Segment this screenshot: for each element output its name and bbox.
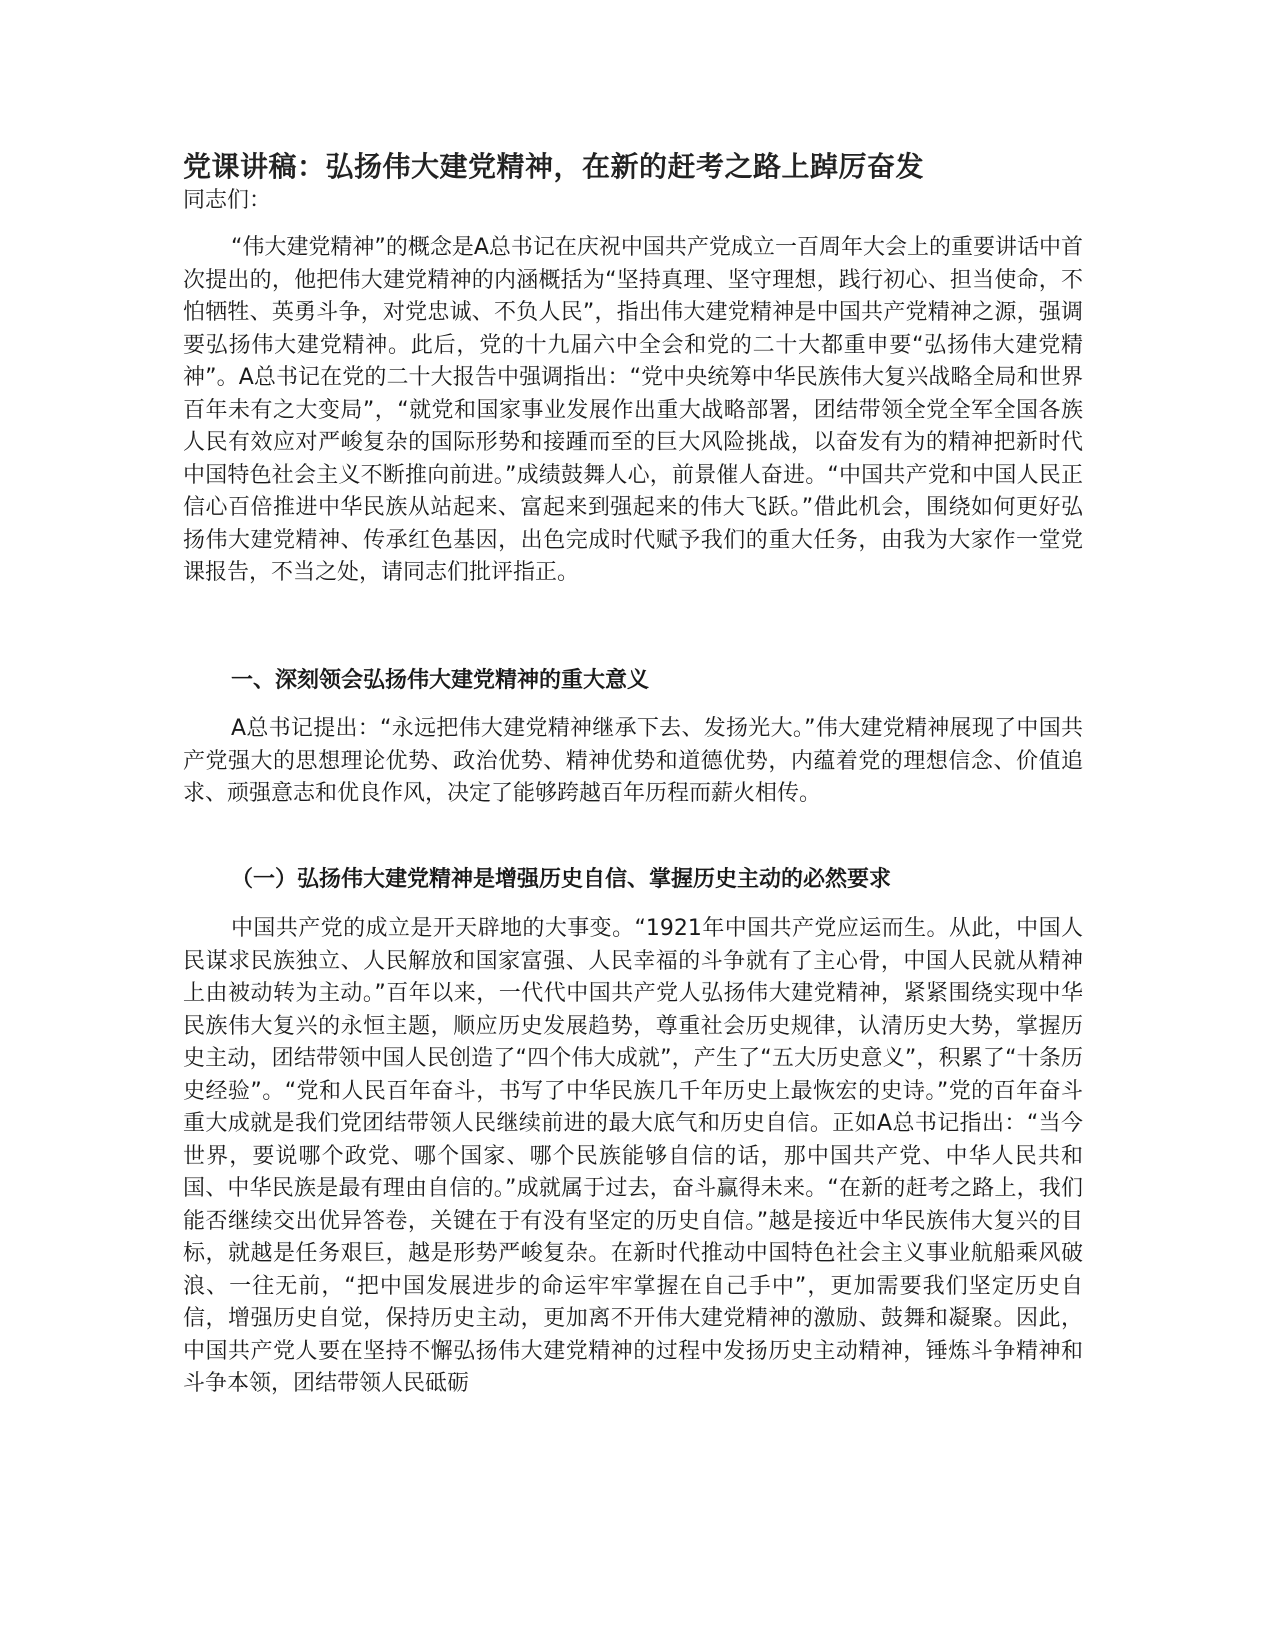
paragraph-section-1: A总书记提出：“永远把伟大建党精神继承下去、发扬光大。”伟大建党精神展现了中国共产党强大的思想理论优势、政治优势、精神优势和道德优势，内蕴着党的理想信念、价值追求、顽强意志和优良作风，决定了能够跨越百年历程而薪火相传。 — [183, 716, 1083, 806]
section-heading-1: 一、深刻领会弘扬伟大建党精神的重大意义 — [231, 668, 650, 693]
paragraph-subsection-1: 中国共产党的成立是开天辟地的大事变。“1921年中国共产党应运而生。从此，中国人民谋求民族独立、人民解放和国家富强、人民幸福的斗争就有了主心骨，中国人民就从精神上由被动转为主动。”百年以来，一代代中国共产党人弘扬伟大建党精神，紧紧围绕实现中华民族伟大复兴的永恒主题，顺应历史发展趋势，尊重社会历史规律，认清历史大势，掌握历史主动，团结带领中国人民创造了“四个伟大成就”，产生了“五大历史意义”，积累了“十条历史经验”。“党和人民百年奋斗，书写了中华民族几千年历史上最恢宏的史诗。”党的百年奋斗重大成就是我们党团结带领人民继续前进的最大底气和历史自信。正如A总书记指出：“当今世界，要说哪个政党、哪个国家、哪个民族能够自信的话，那中国共产党、中华人民共和国、中华民族是最有理由自信的。”成就属于过去，奋斗赢得未来。“在新的赶考之路上，我们能否继续交出优异答卷，关键在于有没有坚定的历史自信。”越是接近中华民族伟大复兴的目标，就越是任务艰巨，越是形势严峻复杂。在新时代推动中国特色社会主义事业航船乘风破浪、一往无前，“把中国发展进步的命运牢牢掌握在自己手中”，更加需要我们坚定历史自信，增强历史自觉，保持历史主动，更加离不开伟大建党精神的激励、鼓舞和凝聚。因此，中国共产党人要在坚持不懈弘扬伟大建党精神的过程中发扬历史主动精神，锤炼斗争精神和斗争本领，团结带领人民砥砺 — [183, 916, 1083, 1396]
document-title: 党课讲稿：弘扬伟大建党精神，在新的赶考之路上踔厉奋发 — [183, 150, 925, 183]
salutation: 同志们： — [183, 188, 272, 213]
paragraph-intro: “伟大建党精神”的概念是A总书记在庆祝中国共产党成立一百周年大会上的重要讲话中首次提出的，他把伟大建党精神的内涵概括为“坚持真理、坚守理想，践行初心、担当使命，不怕牺牲、英勇斗争，对党忠诚、不负人民”，指出伟大建党精神是中国共产党精神之源，强调要弘扬伟大建党精神。此后，党的十九届六中全会和党的二十大都重申要“弘扬伟大建党精神”。A总书记在党的二十大报告中强调指出：“党中央统筹中华民族伟大复兴战略全局和世界百年未有之大变局”，“就党和国家事业发展作出重大战略部署，团结带领全党全军全国各族人民有效应对严峻复杂的国际形势和接踵而至的巨大风险挑战，以奋发有为的精神把新时代中国特色社会主义不断推向前进。”成绩鼓舞人心，前景催人奋进。“中国共产党和中国人民正信心百倍推进中华民族从站起来、富起来到强起来的伟大飞跃。”借此机会，围绕如何更好弘扬伟大建党精神、传承红色基因，出色完成时代赋予我们的重大任务，由我为大家作一堂党课报告，不当之处，请同志们批评指正。 — [183, 235, 1083, 585]
subsection-heading-1: （一）弘扬伟大建党精神是增强历史自信、掌握历史主动的必然要求 — [231, 867, 892, 892]
